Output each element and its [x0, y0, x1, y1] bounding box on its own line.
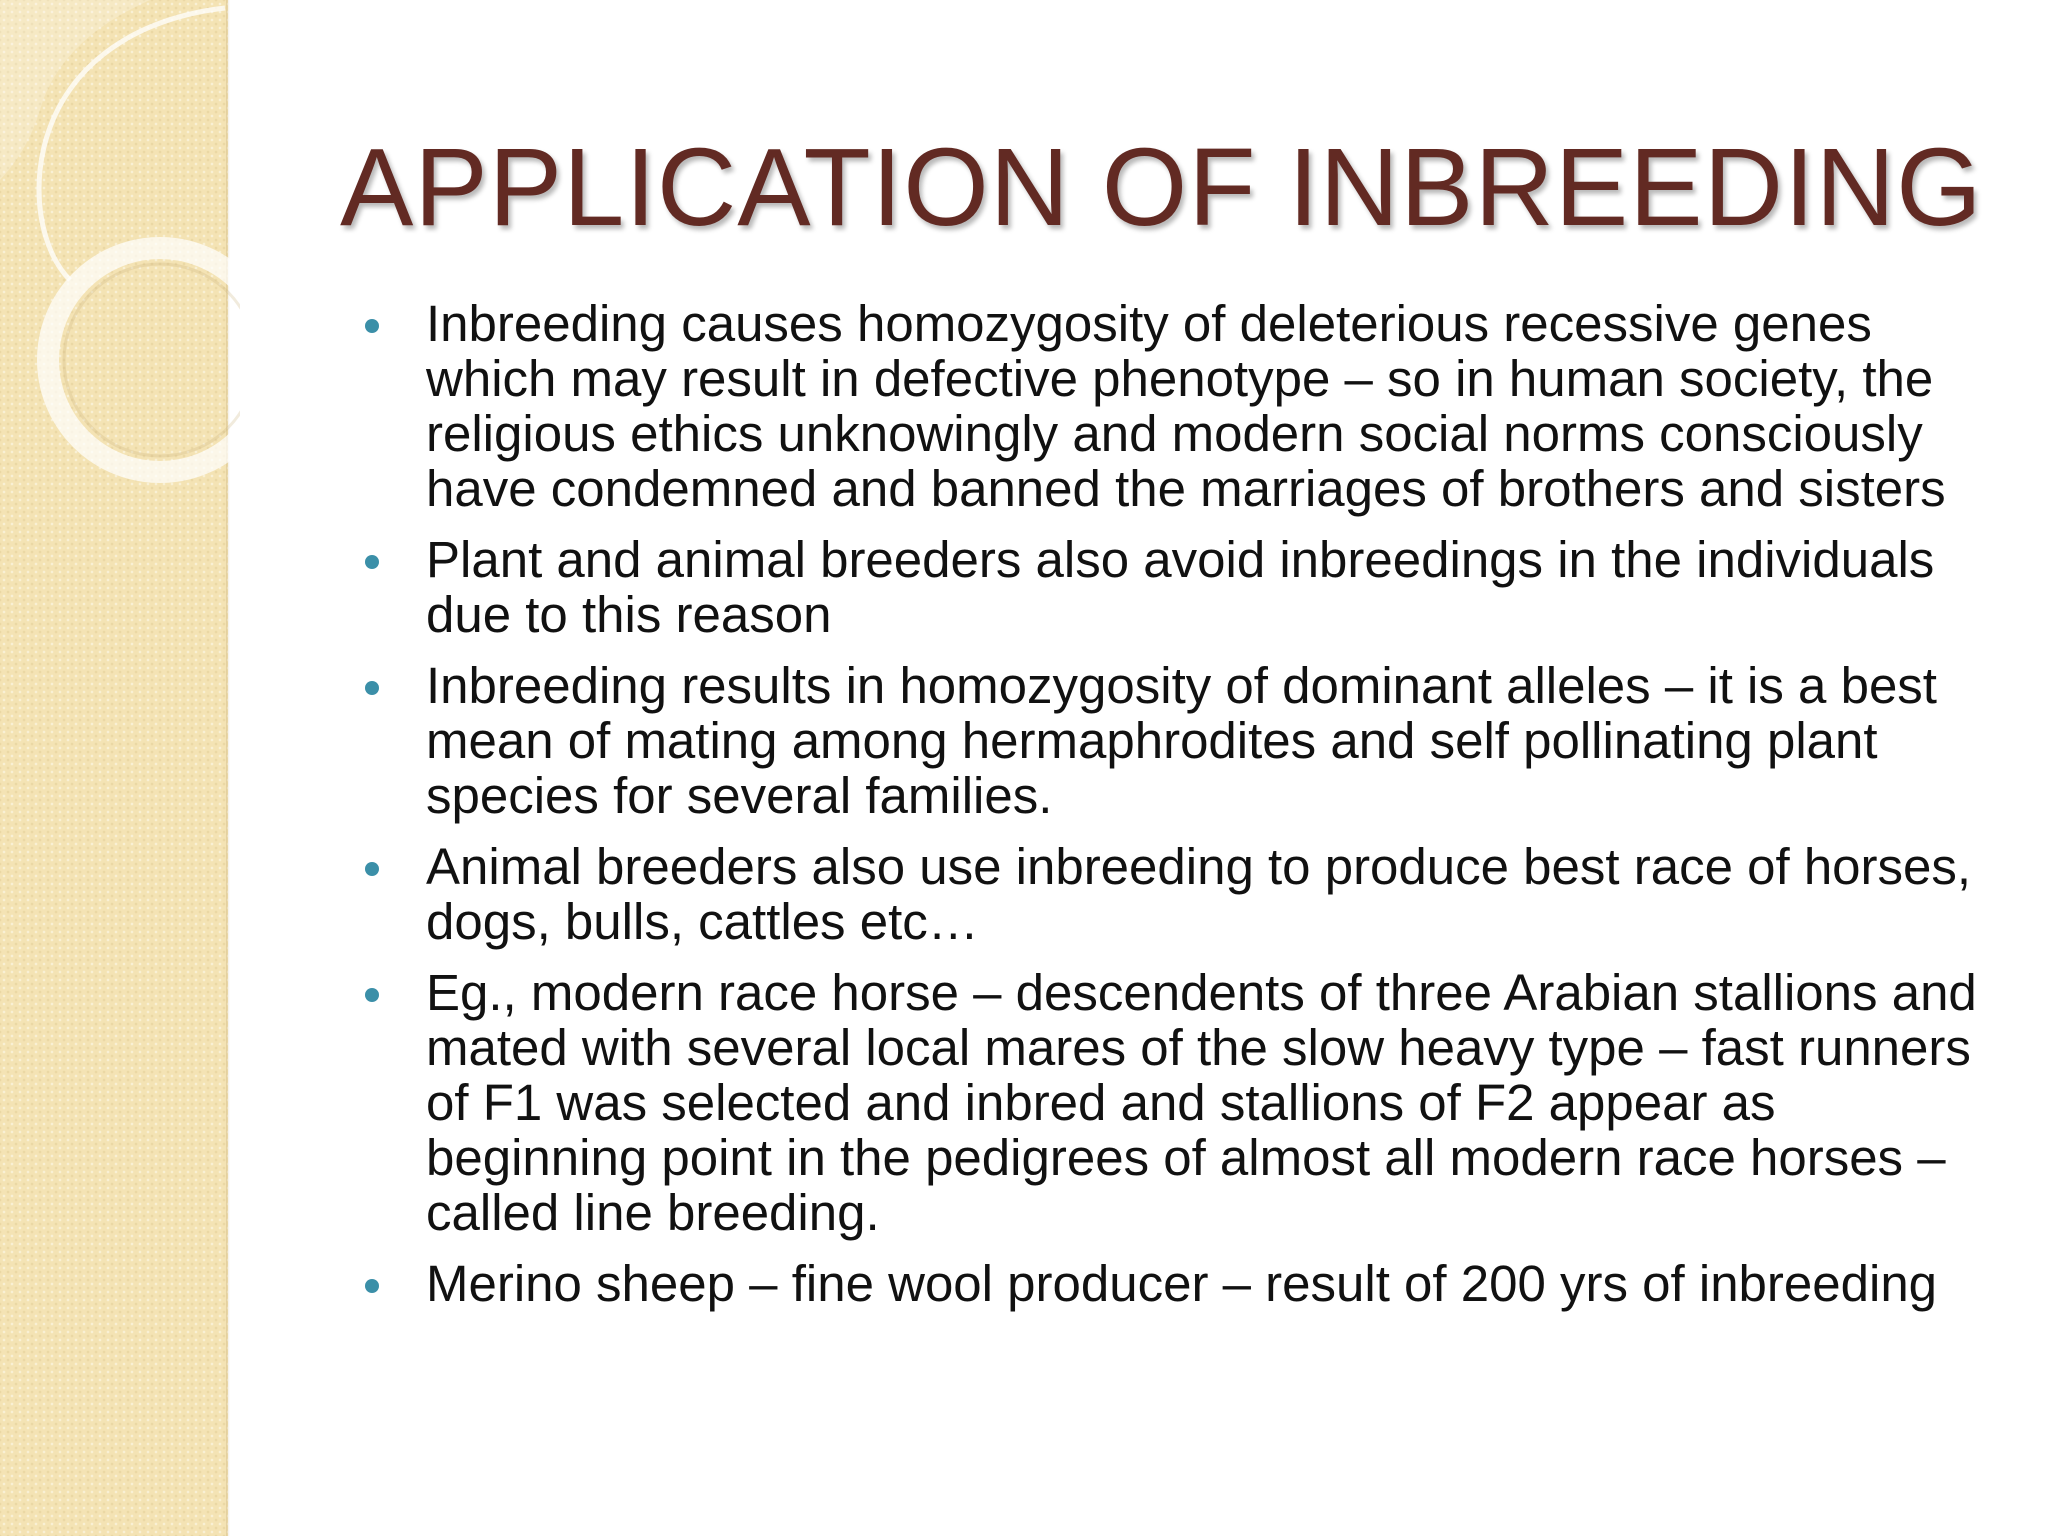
bullet-dot-icon [365, 681, 379, 695]
bullet-text: Eg., modern race horse – descendents of three Arabian stallions and mated with several local mares of the slow heavy type – fast runners of F1 was selected and inbred and stallions of F2 appear as beginning point in the pedigrees of almost all modern race horses – called line breeding. [426, 964, 1977, 1241]
bullet-item [360, 839, 2000, 949]
bullet-item [360, 1256, 2000, 1311]
slide-title: APPLICATION OF INBREEDING [340, 126, 1983, 249]
bullet-text: Plant and animal breeders also avoid inbreedings in the individuals due to this reason [426, 531, 1935, 643]
bullet-item [360, 532, 2000, 642]
bullet-dot-icon [365, 555, 379, 569]
bullet-dot-icon [365, 862, 379, 876]
bullet-list [360, 296, 2000, 1327]
bullet-text: Inbreeding causes homozygosity of deleterious recessive genes which may result in defective phenotype – so in human society, the religious ethics unknowingly and modern social norms consciously have condemned and banned the marriages of brothers and sisters [426, 295, 1946, 517]
bullet-dot-icon [365, 319, 379, 333]
bullet-text: Inbreeding results in homozygosity of dominant alleles – it is a best mean of mating among hermaphrodites and self pollinating plant species for several families. [426, 657, 1937, 824]
bullet-text: Animal breeders also use inbreeding to produce best race of horses, dogs, bulls, cattles etc… [426, 838, 1972, 950]
bullet-item [360, 658, 2000, 823]
bullet-item [360, 296, 2000, 516]
ring-large [48, 248, 240, 472]
bullet-dot-icon [365, 988, 379, 1002]
bullet-dot-icon [365, 1279, 379, 1293]
decorative-rings [0, 0, 240, 520]
bullet-text: Merino sheep – fine wool producer – result of 200 yrs of inbreeding [426, 1255, 1938, 1312]
ring-large-inner [64, 264, 240, 456]
bullet-item [360, 965, 2000, 1240]
ring-top-fill [0, 0, 150, 180]
